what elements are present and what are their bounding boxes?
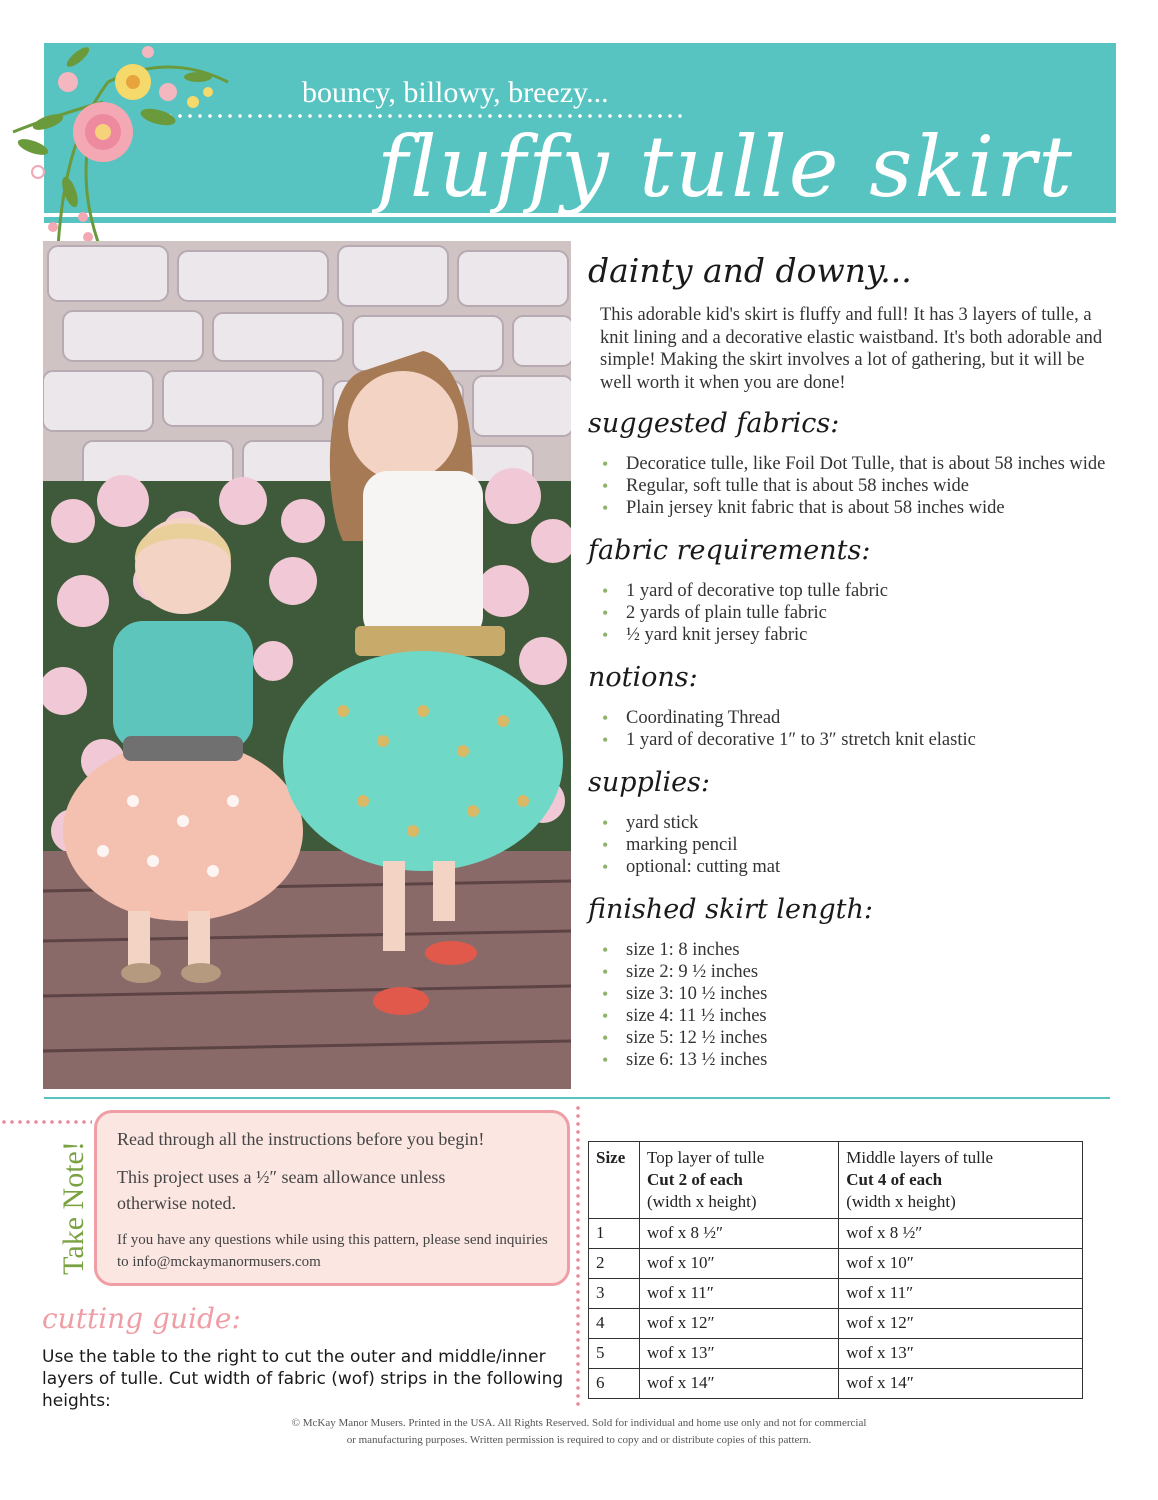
- list-item: • size 4: 11 ½ inches: [600, 1005, 1110, 1027]
- table-row: [589, 1279, 1083, 1309]
- table-header: Size: [589, 1142, 640, 1219]
- intro-text: This adorable kid's skirt is fluffy and full! It has 3 layers of tulle, a knit lining and a decorative elastic waistband. It's both adorable and simple! Making the skirt involves a lot of gathering, but it will be well worth it when you are done!: [600, 304, 1103, 393]
- table-row: [589, 1309, 1083, 1339]
- table-header-line: Cut 4 of each: [846, 1170, 943, 1189]
- table-cell: wof x 14″: [839, 1369, 1083, 1399]
- take-note-box: [94, 1110, 570, 1286]
- table-cell: 4: [589, 1309, 640, 1339]
- section-heading-suggested-fabrics: suggested fabrics:: [588, 408, 840, 440]
- table-cell: wof x 8 ½″: [839, 1219, 1083, 1249]
- cutting-table: [588, 1141, 1083, 1399]
- table-header-line: (width x height): [846, 1192, 956, 1211]
- cutting-guide-text: Use the table to the right to cut the outer and middle/inner layers of tulle. Cut width of fabric (wof) strips in the following heights:: [42, 1347, 564, 1411]
- section-heading-fabric-requirements: fabric requirements:: [588, 535, 871, 567]
- section-heading-notions: notions:: [588, 662, 698, 694]
- table-header-line: Cut 2 of each: [647, 1170, 743, 1189]
- table-cell: wof x 10″: [640, 1249, 839, 1279]
- list-item: • size 6: 13 ½ inches: [600, 1049, 1110, 1071]
- section-heading-finished-length: finished skirt length:: [588, 894, 873, 926]
- note-text: This project uses a ½″ seam allowance unless otherwise noted.: [117, 1167, 446, 1214]
- list-item: • 2 yards of plain tulle fabric: [600, 602, 1110, 624]
- table-cell: 2: [589, 1249, 640, 1279]
- list-item: • Decoratice tulle, like Foil Dot Tulle, that is about 58 inches wide: [600, 453, 1110, 475]
- list-item: • marking pencil: [600, 834, 1110, 856]
- list-item: • 1 yard of decorative top tulle fabric: [600, 580, 1110, 602]
- table-header-row: [589, 1142, 1083, 1219]
- list-item: • size 5: 12 ½ inches: [600, 1027, 1110, 1049]
- copyright-footer: [0, 1415, 1158, 1449]
- fabric-requirements-list: [600, 580, 1128, 646]
- table-row: [589, 1369, 1083, 1399]
- note-text: Read through all the instructions before you begin!: [117, 1129, 485, 1149]
- list-item: • Plain jersey knit fabric that is about 58 inches wide: [600, 497, 1110, 519]
- notions-list: [600, 707, 1128, 751]
- cutting-guide-heading: cutting guide:: [42, 1302, 241, 1335]
- footer-line: or manufacturing purposes. Written permission is required to copy and or distribute copies of this pattern.: [346, 1434, 812, 1446]
- supplies-list: [600, 812, 1128, 878]
- table-cell: wof x 14″: [640, 1369, 839, 1399]
- table-cell: 3: [589, 1279, 640, 1309]
- table-cell: wof x 13″: [640, 1339, 839, 1369]
- table-cell: wof x 8 ½″: [640, 1219, 839, 1249]
- table-header-line: Top layer of tulle: [647, 1148, 765, 1167]
- take-note-label: Take Note!: [57, 1141, 90, 1275]
- table-header: [839, 1142, 1083, 1219]
- list-item: • ½ yard knit jersey fabric: [600, 624, 1110, 646]
- footer-line: © McKay Manor Musers. Printed in the USA. All Rights Reserved. Sold for individual and home use only and not for commercial: [291, 1417, 867, 1429]
- dotted-divider: [576, 1104, 580, 1406]
- table-header-line: Middle layers of tulle: [846, 1148, 994, 1167]
- floral-decoration-icon: [8, 22, 238, 252]
- list-item: • yard stick: [600, 812, 1110, 834]
- list-item: • 1 yard of decorative 1″ to 3″ stretch knit elastic: [600, 729, 1110, 751]
- table-cell: wof x 10″: [839, 1249, 1083, 1279]
- table-row: [589, 1249, 1083, 1279]
- suggested-fabrics-list: [600, 453, 1128, 519]
- list-item: • size 3: 10 ½ inches: [600, 983, 1110, 1005]
- right-column: [588, 252, 1128, 1087]
- page-title: fluffy tulle skirt: [376, 118, 1074, 216]
- list-item: • Regular, soft tulle that is about 58 inches wide: [600, 475, 1110, 497]
- section-heading-supplies: supplies:: [588, 767, 711, 799]
- table-header: [640, 1142, 839, 1219]
- hero-photo: [43, 241, 571, 1089]
- table-cell: wof x 12″: [839, 1309, 1083, 1339]
- intro-heading: dainty and downy...: [588, 251, 912, 290]
- finished-length-list: [600, 939, 1128, 1071]
- list-item: • optional: cutting mat: [600, 856, 1110, 878]
- note-text: If you have any questions while using this pattern, please send inquiries to info@mckaymanormusers.com: [117, 1232, 548, 1270]
- list-item: • size 2: 9 ½ inches: [600, 961, 1110, 983]
- table-cell: 6: [589, 1369, 640, 1399]
- table-row: [589, 1219, 1083, 1249]
- table-cell: 1: [589, 1219, 640, 1249]
- dotted-divider: [0, 1120, 92, 1124]
- table-cell: wof x 12″: [640, 1309, 839, 1339]
- table-cell: wof x 11″: [839, 1279, 1083, 1309]
- table-cell: 5: [589, 1339, 640, 1369]
- list-item: • Coordinating Thread: [600, 707, 1110, 729]
- list-item: • size 1: 8 inches: [600, 939, 1110, 961]
- tagline: bouncy, billowy, breezy...: [302, 76, 609, 109]
- table-cell: wof x 13″: [839, 1339, 1083, 1369]
- table-row: [589, 1339, 1083, 1369]
- section-divider: [44, 1097, 1110, 1099]
- table-header-line: (width x height): [647, 1192, 757, 1211]
- table-cell: wof x 11″: [640, 1279, 839, 1309]
